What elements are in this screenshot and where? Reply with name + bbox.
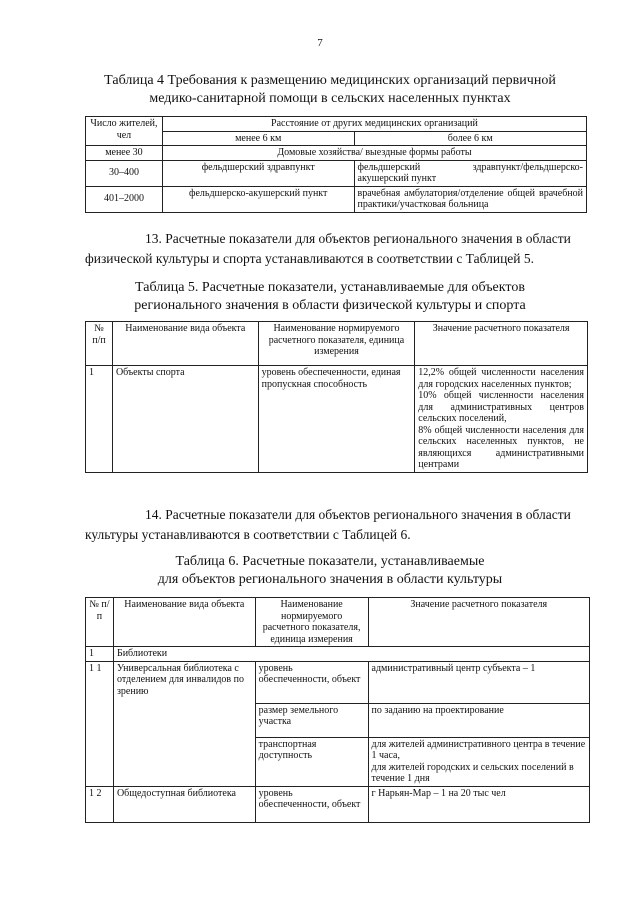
table5-title: [60, 279, 600, 315]
paragraph-13-line1: 13. Расчетные показатели для объектов регионального значения в области: [145, 231, 571, 246]
table6-cell-indicator: транспортная доступность: [255, 737, 368, 786]
table5-header-name: Наименование вида объекта: [112, 322, 258, 366]
table6-value-line: для жителей городских и сельских поселений в течение 1 дня: [371, 761, 574, 784]
table4-title-line1: Таблица 4 Требования к размещению медицинских организаций первичной: [104, 73, 556, 88]
table6-cell-name: Общедоступная библиотека: [113, 786, 255, 822]
table4-cell: фельдшерский здравпункт/фельдшерско-акушерский пункт: [354, 160, 587, 186]
table6-section-name: Библиотеки: [113, 647, 589, 662]
table-row: [86, 786, 590, 822]
table6-cell-num: 1 2: [86, 786, 114, 822]
table4-cell: фельдшерско-акушерский пункт: [162, 186, 354, 212]
table5: [85, 321, 588, 473]
paragraph-14-line1: 14. Расчетные показатели для объектов регионального значения в области: [145, 507, 571, 522]
table-row: [86, 186, 587, 212]
table4-header-distance: Расстояние от других медицинских организаций: [162, 117, 586, 132]
table6-cell-indicator: уровень обеспеченности, объект: [255, 661, 368, 703]
table5-cell-indicator: уровень обеспеченности, единая пропускная способность: [258, 366, 415, 473]
table6-value-line: для жителей административного центра в течение 1 часа,: [371, 738, 586, 761]
table6-cell-indicator: уровень обеспеченности, объект: [255, 786, 368, 822]
table4-cell: Домовые хозяйства/ выездные формы работы: [162, 146, 586, 161]
table6-cell-name: Универсальная библиотека с отделением для инвалидов по зрению: [113, 661, 255, 786]
table6-title-line1: Таблица 6. Расчетные показатели, устанавливаемые: [175, 554, 485, 569]
table6: [85, 597, 590, 823]
table6-title-line2: для объектов регионального значения в области культуры: [157, 572, 503, 587]
table5-value-line: 8% общей численности населения для сельских населенных пунктов, не являющихся административными центрами: [418, 424, 584, 470]
table-row: [86, 647, 590, 662]
table5-cell-value: [415, 366, 588, 473]
table4-title: [60, 72, 600, 108]
table6-cell-value: [368, 737, 589, 786]
table5-cell-name: Объекты спорта: [112, 366, 258, 473]
table6-header-value: Значение расчетного показателя: [368, 598, 589, 647]
table6-cell-num: 1 1: [86, 661, 114, 786]
paragraph-13-line2: физической культуры и спорта устанавливаются в соответствии с Таблицей 5.: [85, 251, 535, 266]
table6-cell-value: административный центр субъекта – 1: [368, 661, 589, 703]
table6-cell-indicator: размер земельного участка: [255, 703, 368, 737]
table5-cell-num: 1: [86, 366, 113, 473]
table4-cell: менее 30: [86, 146, 163, 161]
table4-header-more: более 6 км: [354, 131, 587, 146]
table6-header-indicator: Наименование нормируемого расчетного показателя, единица измерения: [255, 598, 368, 647]
table5-title-line2: регионального значения в области физической культуры и спорта: [134, 298, 526, 313]
page-number: 7: [317, 37, 323, 49]
table-row: [86, 366, 588, 473]
table6-header-num: № п/п: [86, 598, 114, 647]
table5-value-line: 10% общей численности населения для административных центров сельских поселений,: [418, 390, 584, 424]
table-row: [86, 160, 587, 186]
table4-cell: 401–2000: [86, 186, 163, 212]
table-row: [86, 661, 590, 703]
table6-header-name: Наименование вида объекта: [113, 598, 255, 647]
paragraph-14-line2: культуры устанавливаются в соответствии с Таблицей 6.: [85, 527, 411, 542]
table4-header-residents: Число жителей, чел: [86, 117, 163, 146]
table5-value-line: 12,2% общей численности населения для городских населенных пунктов;: [418, 367, 584, 390]
table5-header-value: Значение расчетного показателя: [415, 322, 588, 366]
paragraph-14: [85, 505, 590, 545]
table4-cell: фельдшерский здравпункт: [162, 160, 354, 186]
table4-title-line2: медико-санитарной помощи в сельских населенных пунктах: [149, 91, 511, 106]
table6-cell-value: по заданию на проектирование: [368, 703, 589, 737]
table6-cell-value: г Нарьян-Мар – 1 на 20 тыс чел: [368, 786, 589, 822]
paragraph-13: [85, 229, 590, 269]
table4: [85, 116, 587, 213]
table5-title-line1: Таблица 5. Расчетные показатели, устанавливаемые для объектов: [135, 280, 525, 295]
table6-section-num: 1: [86, 647, 114, 662]
table4-cell: врачебная амбулатория/отделение общей врачебной практики/участковая больница: [354, 186, 587, 212]
table4-header-less: менее 6 км: [162, 131, 354, 146]
table5-header-num: № п/п: [86, 322, 113, 366]
table6-title: [60, 553, 600, 589]
table5-header-indicator: Наименование нормируемого расчетного показателя, единица измерения: [258, 322, 415, 366]
table-row: [86, 146, 587, 161]
table4-cell: 30–400: [86, 160, 163, 186]
